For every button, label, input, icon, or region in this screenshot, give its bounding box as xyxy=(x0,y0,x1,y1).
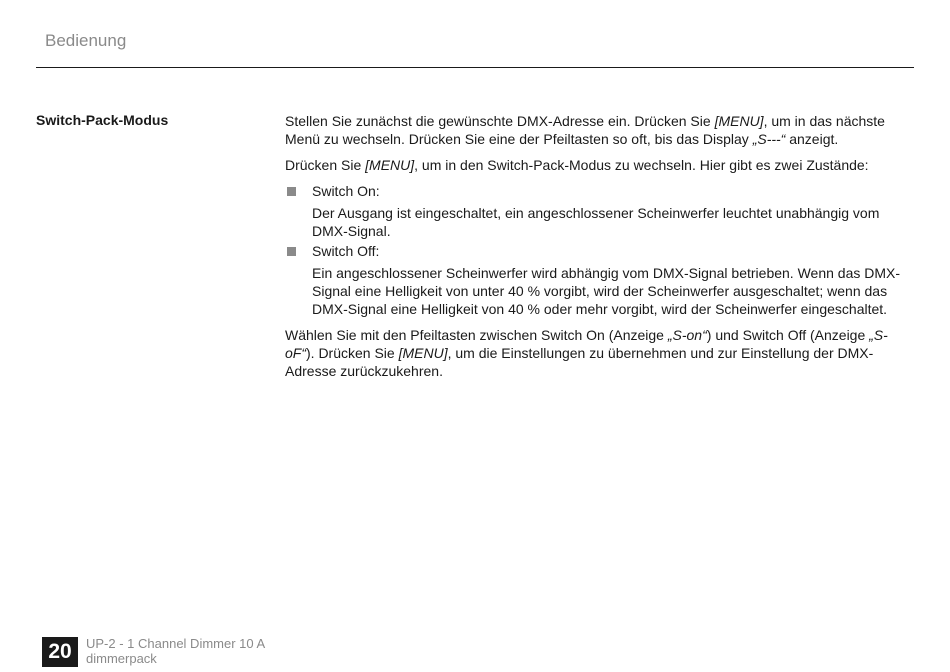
page-header-title: Bedienung xyxy=(45,31,127,50)
list-item-title: Switch Off: xyxy=(312,243,380,259)
state-list xyxy=(285,182,915,318)
list-item xyxy=(285,182,915,240)
list-item-description: Der Ausgang ist eingeschaltet, ein angeschlossener Scheinwerfer leuchtet unabhängig vom DMX-Signal. xyxy=(312,205,880,239)
footer-brand: dimmerpack xyxy=(86,651,157,666)
section-title: Switch-Pack-Modus xyxy=(36,112,169,128)
square-bullet-icon xyxy=(287,247,296,256)
header-divider xyxy=(36,67,914,68)
footer-product-info xyxy=(86,636,265,666)
list-item xyxy=(285,242,915,318)
paragraph-3: Wählen Sie mit den Pfeiltasten zwischen Switch On (Anzeige „S-on“) und Switch Off (Anzeige „S-oF“). Drücken Sie [MENU], um die Einstellungen zu übernehmen und zur Einstellung der DMX-Adresse zurückzukehren. xyxy=(285,327,888,379)
list-item-description: Ein angeschlossener Scheinwerfer wird abhängig vom DMX-Signal betrieben. Wenn das DMX-Signal eine Helligkeit von unter 40 % vorgibt, wird der Scheinwerfer ausgeschaltet; wenn das DMX-Signal eine Helligkeit von 40 % oder mehr vorgibt, wird der Scheinwerfer eingeschaltet. xyxy=(312,265,901,317)
list-item-title: Switch On: xyxy=(312,183,380,199)
page-number-badge: 20 xyxy=(42,637,78,667)
paragraph-2: Drücken Sie [MENU], um in den Switch-Pack-Modus zu wechseln. Hier gibt es zwei Zustände: xyxy=(285,157,869,173)
paragraph-1: Stellen Sie zunächst die gewünschte DMX-Adresse ein. Drücken Sie [MENU], um in das nächste Menü zu wechseln. Drücken Sie eine der Pfeiltasten so oft, bis das Display „S---“ anzeigt. xyxy=(285,113,885,147)
section-content xyxy=(285,112,915,388)
square-bullet-icon xyxy=(287,187,296,196)
footer-product-name: UP-2 - 1 Channel Dimmer 10 A xyxy=(86,636,266,651)
